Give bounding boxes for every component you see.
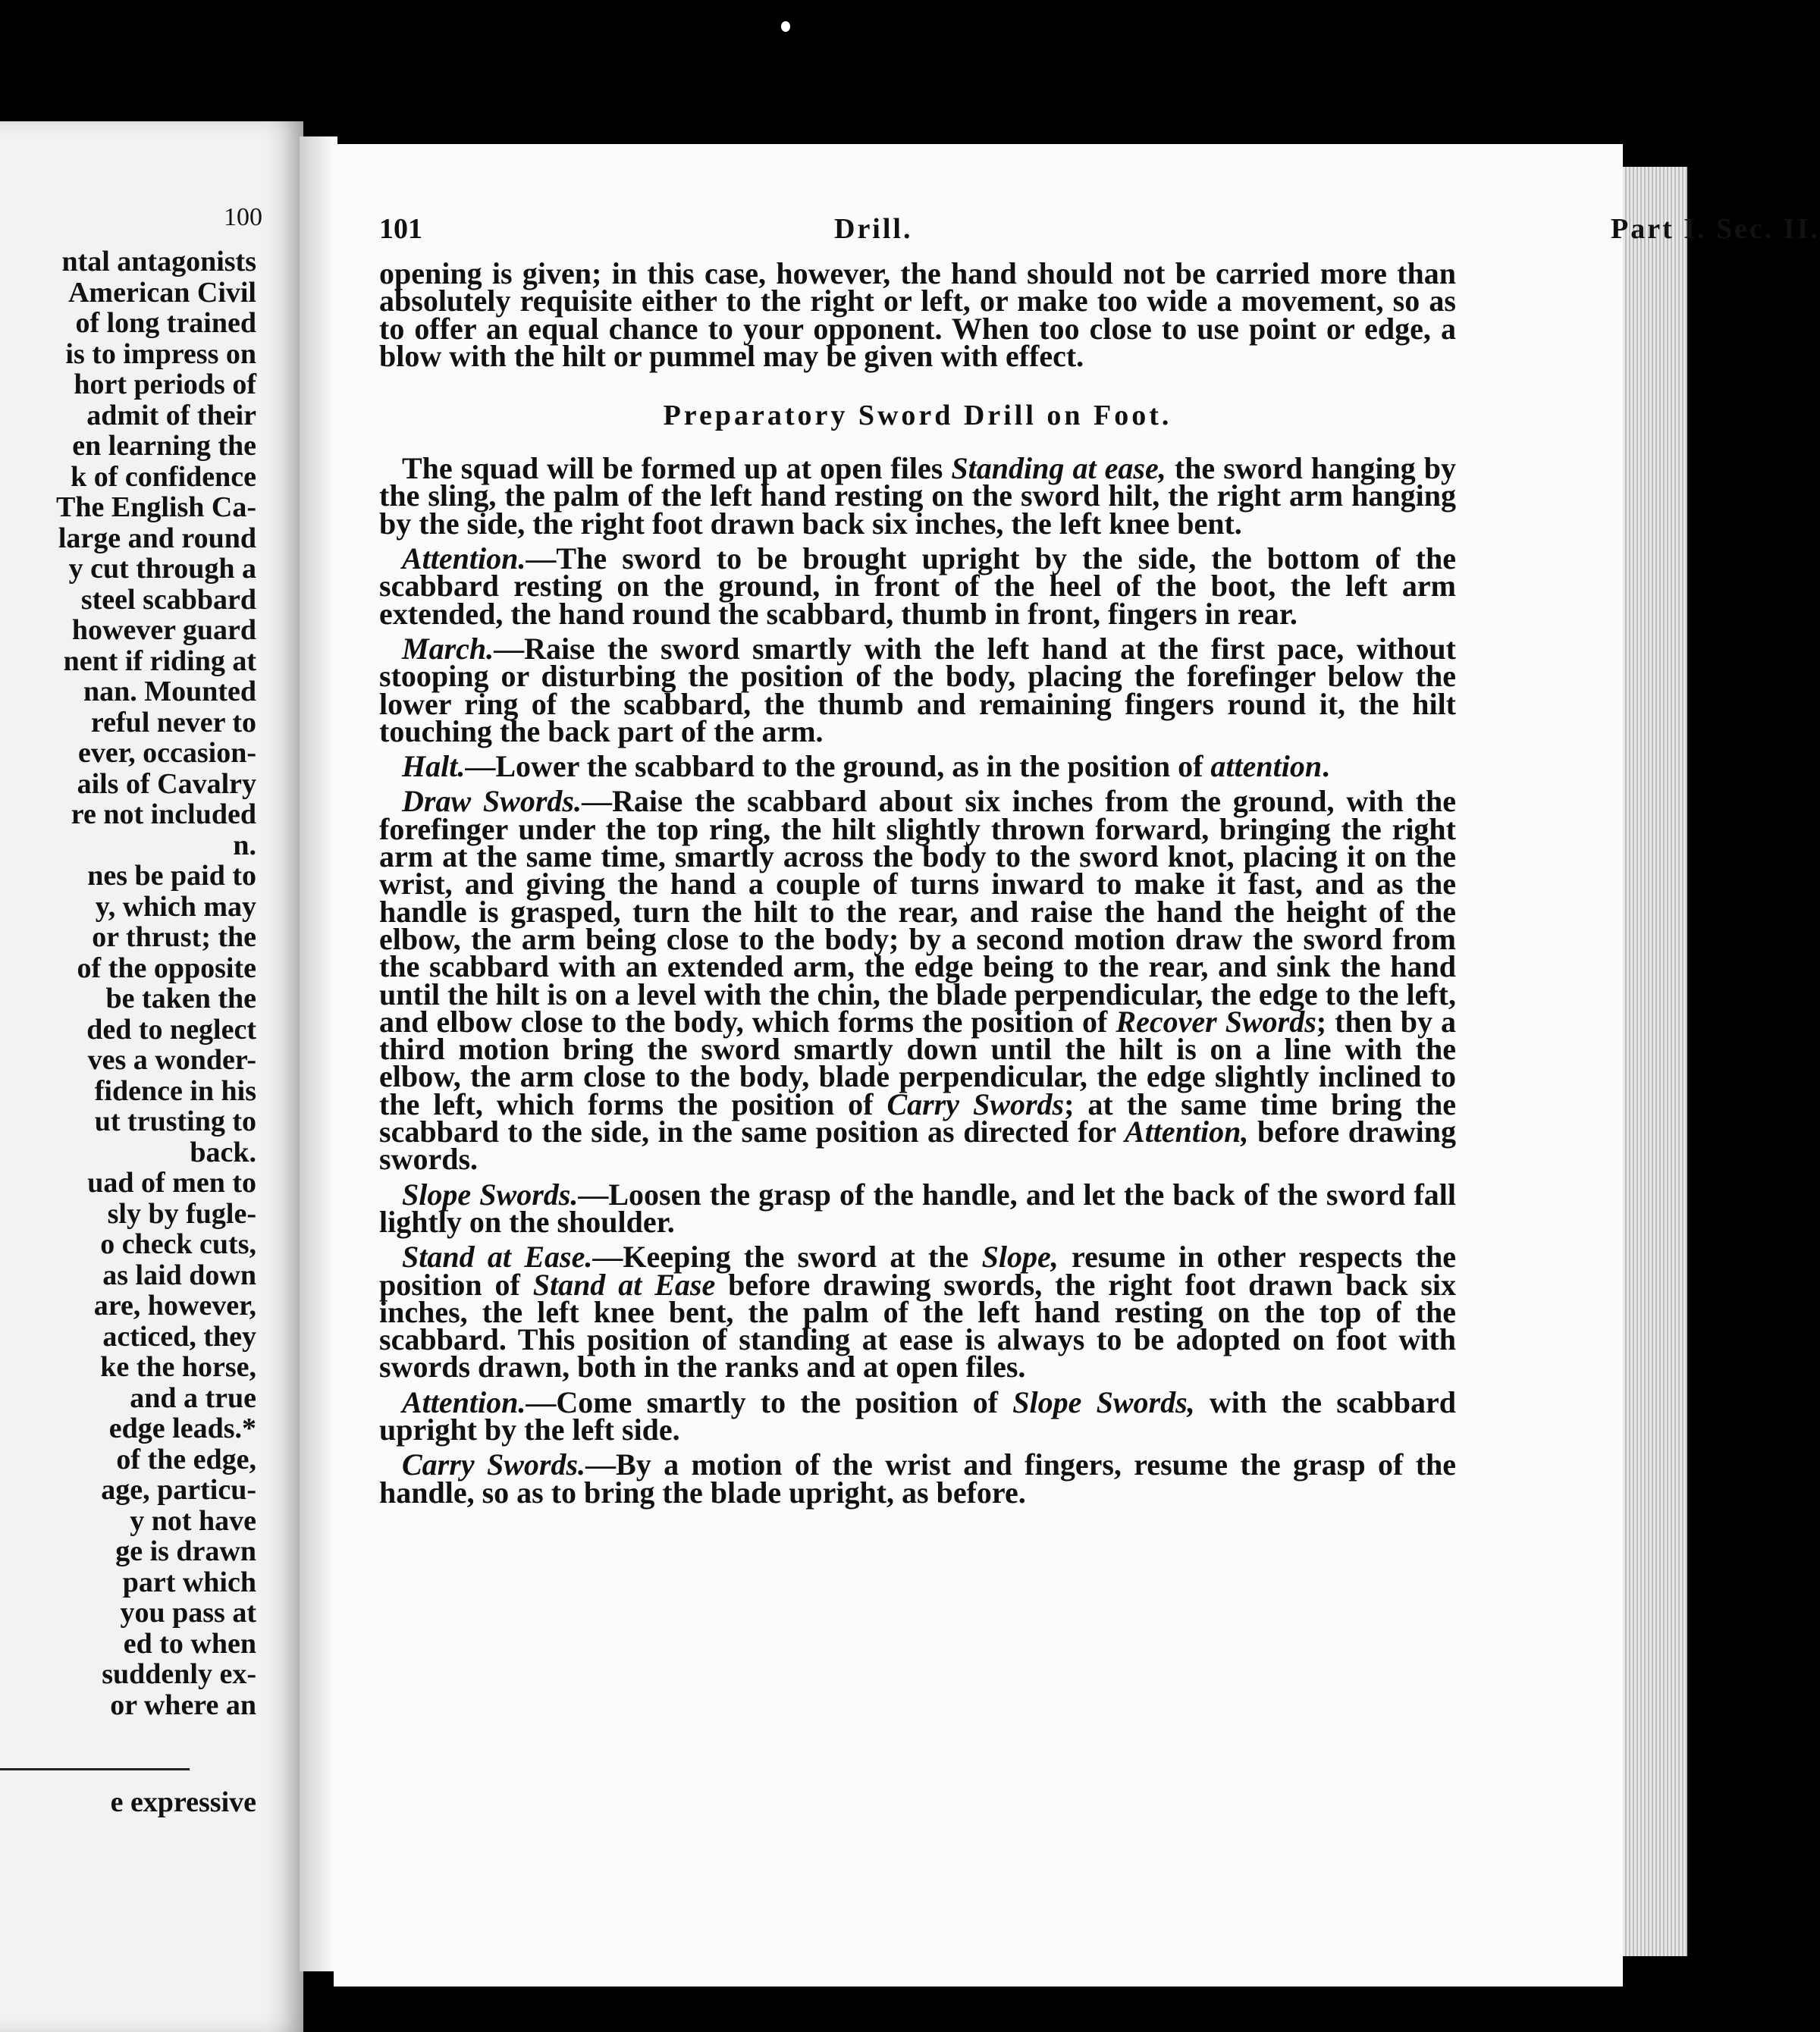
opening-paragraph xyxy=(379,451,1457,541)
command-text: . xyxy=(1322,749,1330,784)
command-term: March. xyxy=(402,631,494,666)
left-page-line: or thrust; the xyxy=(92,921,256,953)
scan-speck xyxy=(781,21,790,32)
command-text: —Raise the sword smartly with the left hand at the first pace, without stooping or disturbing the position of the body, placing the forefinger below the lower ring of the scabbard, the thumb and remaining fingers round it, the hilt touching the back part of the arm. xyxy=(379,631,1456,748)
running-header xyxy=(379,212,1820,250)
left-page-line: however guard xyxy=(71,614,256,646)
left-page-line: ails of Cavalry xyxy=(77,767,256,800)
left-page-line: large and round xyxy=(58,522,256,554)
command-paragraph xyxy=(379,749,1456,784)
left-page-line: age, particu- xyxy=(101,1474,256,1506)
left-page-line: n. xyxy=(233,829,256,861)
left-page-line: reful never to xyxy=(90,706,256,738)
section-heading: Preparatory Sword Drill on Foot. xyxy=(663,400,1172,432)
left-page-line: en learning the xyxy=(72,430,256,462)
left-page-number: 100 xyxy=(224,203,262,231)
part-label: Part I. Sec. II. xyxy=(1611,213,1820,245)
left-page-line: ever, occasion- xyxy=(78,737,256,769)
left-page-line: y not have xyxy=(130,1504,256,1537)
command-term: Attention. xyxy=(402,541,526,576)
running-title: Drill. xyxy=(834,213,913,245)
left-page-line: ke the horse, xyxy=(100,1351,256,1383)
command-text: —Lower the scabbard to the ground, as in the position of xyxy=(465,749,1211,784)
left-page-line: k of confidence xyxy=(71,460,256,493)
command-term: Draw Swords. xyxy=(402,784,582,819)
left-page-line: edge leads.* xyxy=(108,1413,256,1444)
left-page-line: y, which may xyxy=(95,890,256,923)
command-term: attention xyxy=(1210,749,1323,784)
command-term: Carry Swords xyxy=(886,1087,1065,1121)
command-paragraph xyxy=(379,1384,1457,1447)
command-text: before drawing swords, the right foot drawn back six inches, the left knee bent, the palm of the left hand resting on the top of the scabbard. This position of standing at ease is always to be adopted on foot with swords drawn, both in the ranks and at open files. xyxy=(379,1267,1456,1384)
left-page-line: back. xyxy=(190,1136,256,1168)
left-page-line: of the opposite xyxy=(77,952,256,984)
left-page-line: is to impress on xyxy=(65,337,256,370)
command-paragraph xyxy=(379,1447,1457,1510)
left-page-line: ut trusting to xyxy=(94,1105,256,1137)
command-text: —Keeping the sword at the xyxy=(592,1240,982,1275)
command-text: —Loosen the grasp of the handle, and let the back of the sword fall lightly on the shoulder. xyxy=(379,1177,1457,1239)
command-term: Stand at Ease. xyxy=(402,1240,593,1275)
right-page xyxy=(334,144,1820,1987)
left-page-line: nent if riding at xyxy=(63,644,256,677)
command-term: Halt. xyxy=(402,749,466,784)
command-term: Recover Swords xyxy=(1116,1004,1316,1039)
opening-term: Standing at ease, xyxy=(951,451,1166,486)
command-text: with the scabbard upright by the left side. xyxy=(379,1384,1457,1447)
left-page-line: o check cuts, xyxy=(100,1228,256,1260)
command-paragraph xyxy=(379,631,1456,748)
left-page-line: part which xyxy=(122,1566,256,1598)
command-text: ; at the same time bring the scabbard to the side, in the same position as directed for xyxy=(379,1087,1457,1149)
command-list xyxy=(379,541,1457,1510)
command-text: —The sword to be brought upright by the side, the bottom of the scabbard resting on the ground, in front of the heel of the boot, the left arm extended, the hand round the scabbard, thumb in front, fingers in rear. xyxy=(379,541,1456,631)
command-text: resume in other respects the position of xyxy=(379,1240,1457,1302)
left-page-line: you pass at xyxy=(120,1597,256,1629)
command-text: —Come smartly to the position of xyxy=(526,1384,1013,1419)
left-page-line: uad of men to xyxy=(87,1167,256,1199)
left-page-text xyxy=(0,246,256,1720)
left-page-line: hort periods of xyxy=(74,368,256,400)
command-term: Slope Swords, xyxy=(1012,1384,1195,1419)
command-term: Slope Swords. xyxy=(402,1177,579,1212)
left-facing-page xyxy=(0,121,303,2032)
left-page-line: and a true xyxy=(130,1381,256,1414)
command-text: —Raise the scabbard about six inches from the ground, with the forefinger under the top ring, the hilt slightly thrown forward, bringing the right arm at the same time, smartly across the body to the sword knot, placing it on the wrist, and giving the hand a couple of turns inward to make it fast, and as the handle is grasped, turn the hilt to the rear, and raise the hand the height of the elbow, the arm being close to the body; by a second motion draw the sword from the scabbard with an extended arm, the edge being to the rear, and sink the hand until the hilt is on a level with the chin, the blade perpendicular, the edge to the left, and elbow close to the body, which forms the position of xyxy=(379,784,1456,1039)
left-page-line: sly by fugle- xyxy=(107,1197,256,1230)
left-page-line: ed to when xyxy=(123,1627,256,1660)
command-term: Attention, xyxy=(1125,1115,1249,1149)
left-page-line: nes be paid to xyxy=(87,860,256,892)
left-page-line: are, however, xyxy=(93,1290,256,1322)
left-page-line: ded to neglect xyxy=(86,1013,256,1046)
left-page-line: ves a wonder- xyxy=(87,1044,256,1076)
command-paragraph xyxy=(379,1177,1457,1239)
command-paragraph xyxy=(379,784,1457,1177)
left-page-line: ge is drawn xyxy=(115,1535,256,1567)
left-page-line: The English Ca- xyxy=(56,491,256,523)
footnote-rule xyxy=(0,1768,190,1770)
book-gutter xyxy=(300,136,337,1971)
left-page-line: American Civil xyxy=(67,276,256,309)
left-page-line: nan. Mounted xyxy=(83,676,256,707)
left-page-line: admit of their xyxy=(86,399,256,431)
left-page-line: steel scabbard xyxy=(80,583,256,616)
left-page-line: of long trained xyxy=(75,307,256,339)
command-term: Carry Swords. xyxy=(402,1447,586,1482)
command-paragraph xyxy=(379,541,1456,631)
right-page-number: 101 xyxy=(379,213,422,245)
opening-text-after: the sword hanging by the sling, the palm of the left hand resting on the sword hilt, the right arm hanging by the side, the right foot drawn back six inches, the left knee bent. xyxy=(379,451,1457,541)
command-text: —By a motion of the wrist and fingers, resume the grasp of the handle, so as to bring the blade upright, as before. xyxy=(379,1447,1457,1510)
left-page-line: as laid down xyxy=(102,1259,256,1291)
command-text: before drawing swords. xyxy=(379,1115,1456,1177)
left-page-line: y cut through a xyxy=(68,553,256,585)
opening-text-before: The squad will be formed up at open files xyxy=(402,451,952,486)
left-page-line: or where an xyxy=(110,1689,256,1721)
left-footnote: e expressive xyxy=(110,1786,256,1818)
command-text: ; then by a third motion bring the sword smartly down until the hilt is on a line with the elbow, the arm close to the body, blade perpendicular, the edge slightly inclined to the left, which forms the position of xyxy=(379,1004,1456,1121)
command-term: Stand at Ease xyxy=(532,1267,716,1302)
command-term: Slope, xyxy=(981,1240,1059,1275)
left-page-line: ntal antagonists xyxy=(61,246,256,278)
command-term: Attention. xyxy=(402,1384,526,1419)
left-page-line: suddenly ex- xyxy=(102,1658,256,1690)
left-page-line: of the edge, xyxy=(116,1443,256,1475)
left-page-line: re not included xyxy=(71,798,256,830)
left-page-line: be taken the xyxy=(105,983,256,1014)
left-page-line: fidence in his xyxy=(94,1074,256,1107)
intro-paragraph: opening is given; in this case, however, the hand should not be carried more than absolutely requisite either to the right or left, or make too wide a movement, so as to offer an equal chance to your opponent. When too close to use point or edge, a blow with the hilt or pummel may be given with effect. xyxy=(379,256,1456,373)
page-body xyxy=(379,256,1457,1514)
command-paragraph xyxy=(379,1240,1457,1384)
left-page-line: acticed, they xyxy=(102,1320,256,1353)
